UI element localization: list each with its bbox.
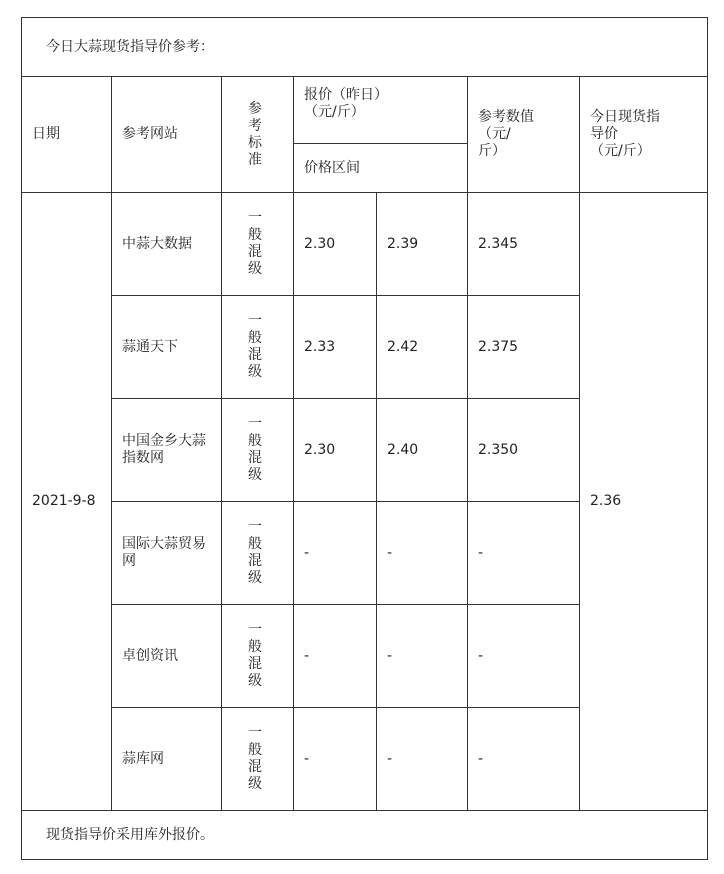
standard-cell [222, 708, 294, 811]
table-footer: 现货指导价采用库外报价。 [22, 811, 708, 860]
standard-text: 一般混级 [248, 519, 262, 586]
header-ref-line1: 参考数值 [478, 109, 534, 125]
header-range: 价格区间 [294, 144, 468, 193]
header-guide-line2: 导价 [590, 126, 618, 142]
header-date: 日期 [22, 77, 112, 193]
site-cell: 中国金乡大蒜指数网 [112, 399, 222, 502]
guide-price-cell: 2.36 [580, 193, 708, 811]
header-guide-line3: （元/斤） [590, 143, 651, 159]
high-cell: - [377, 605, 468, 708]
header-quote [294, 77, 468, 144]
site-cell: 蒜通天下 [112, 296, 222, 399]
price-table [21, 17, 708, 860]
site-cell: 蒜库网 [112, 708, 222, 811]
high-cell: 2.42 [377, 296, 468, 399]
standard-text: 一般混级 [248, 725, 262, 792]
ref-cell: - [468, 502, 580, 605]
standard-cell [222, 296, 294, 399]
standard-cell [222, 605, 294, 708]
header-guide-line1: 今日现货指 [590, 109, 660, 125]
standard-text: 一般混级 [248, 313, 262, 380]
header-quote-line2: （元/斤） [304, 104, 365, 120]
standard-text: 一般混级 [248, 416, 262, 483]
site-cell: 国际大蒜贸易网 [112, 502, 222, 605]
low-cell: 2.30 [294, 193, 377, 296]
table-title: 今日大蒜现货指导价参考： [22, 18, 708, 77]
ref-cell: 2.350 [468, 399, 580, 502]
low-cell: - [294, 708, 377, 811]
ref-cell: - [468, 605, 580, 708]
low-cell: - [294, 502, 377, 605]
header-standard-text: 参考标准 [248, 100, 262, 168]
low-cell: 2.30 [294, 399, 377, 502]
standard-cell [222, 502, 294, 605]
high-cell: - [377, 708, 468, 811]
site-cell: 卓创资讯 [112, 605, 222, 708]
standard-text: 一般混级 [248, 622, 262, 689]
low-cell: - [294, 605, 377, 708]
low-cell: 2.33 [294, 296, 377, 399]
header-site: 参考网站 [112, 77, 222, 193]
header-ref [468, 77, 580, 193]
site-cell: 中蒜大数据 [112, 193, 222, 296]
ref-cell: - [468, 708, 580, 811]
high-cell: 2.39 [377, 193, 468, 296]
date-cell: 2021-9-8 [22, 193, 112, 811]
ref-cell: 2.375 [468, 296, 580, 399]
header-ref-line3: 斤） [478, 143, 506, 159]
header-standard [222, 77, 294, 193]
high-cell: 2.40 [377, 399, 468, 502]
standard-cell [222, 193, 294, 296]
table-row [22, 193, 708, 296]
standard-cell [222, 399, 294, 502]
standard-text: 一般混级 [248, 210, 262, 277]
header-ref-line2: （元/ [478, 126, 511, 142]
header-quote-line1: 报价（昨日） [304, 87, 388, 103]
ref-cell: 2.345 [468, 193, 580, 296]
high-cell: - [377, 502, 468, 605]
header-guide [580, 77, 708, 193]
